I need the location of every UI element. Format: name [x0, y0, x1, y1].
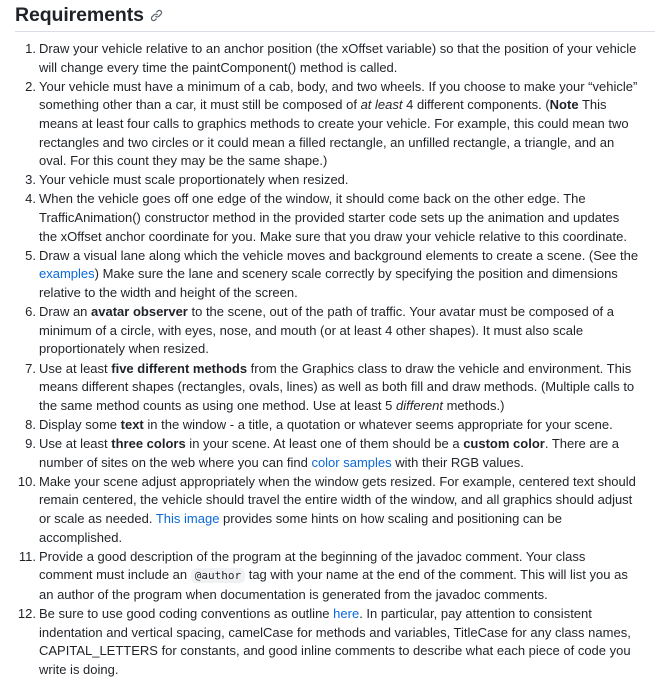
text-run: Your vehicle must scale proportionately when resized. — [39, 172, 349, 188]
requirement-number: 5. — [25, 247, 36, 263]
requirement-text — [39, 172, 349, 187]
text-run: . In particular, pay attention to consistent indentation and vertical spacing, camelCase for methods and variables, TitleCase for any class names, CAPITAL_LETTERS for constants, and good inline comments to describe what each piece of code you write is doing. — [39, 605, 631, 677]
requirement-number: 2. — [25, 78, 36, 94]
text-run: . There are a number of sites on the web where you can find — [39, 435, 620, 470]
text-run: Be sure to use good coding conventions as outline — [39, 605, 334, 621]
requirement-item — [0, 416, 640, 435]
requirement-item — [0, 605, 640, 680]
requirement-number: 3. — [25, 172, 36, 188]
link-icon[interactable] — [150, 9, 163, 22]
text-run: 4 different components. ( — [402, 97, 550, 113]
requirement-number: 4. — [25, 191, 36, 207]
requirement-text — [39, 41, 636, 75]
requirement-number: 7. — [25, 360, 36, 376]
requirement-number: 11. — [18, 548, 36, 564]
requirement-item — [0, 303, 640, 359]
text-run: Use at least — [39, 360, 112, 376]
requirement-item — [0, 40, 640, 77]
requirement-number: 1. — [25, 41, 36, 56]
requirement-text — [39, 606, 631, 677]
text-run: ) Make sure the lane and scenery scale correctly by specifying the position and dimensions relative to the width and height of the screen. — [39, 266, 618, 301]
requirement-text — [39, 474, 636, 545]
bold-text: five different methods — [111, 360, 248, 376]
requirement-item — [0, 171, 640, 190]
requirement-item — [0, 190, 640, 246]
requirement-text — [39, 436, 619, 470]
requirement-text — [39, 304, 614, 356]
bold-text: text — [120, 416, 144, 432]
heading-text: Requirements — [15, 4, 144, 26]
requirement-item — [0, 473, 640, 548]
requirement-text — [39, 191, 627, 243]
italic-text: at least — [360, 97, 403, 113]
text-run: When the vehicle goes off one edge of the window, it should come back on the other edge. The TrafficAnimation() constructor method in the provided starter code sets up the animation and updates the xOffset anchor coordinate for you. Make sure that you draw your vehicle relative to this coordinate. — [39, 191, 627, 244]
here-link[interactable]: here — [333, 605, 360, 621]
italic-text: different — [396, 397, 443, 413]
requirement-number: 8. — [25, 416, 36, 432]
requirement-item — [0, 360, 640, 416]
requirements-heading-section — [15, 2, 655, 32]
bold-text: avatar observer — [91, 304, 188, 320]
text-run: Use at least — [39, 435, 112, 451]
requirement-text — [39, 361, 634, 413]
this-image-link[interactable]: This image — [155, 510, 220, 526]
text-run: Your vehicle must have a minimum of a cab, body, and two wheels. If you choose to make your “vehicle” something other than a car, it must still be composed of — [39, 78, 638, 113]
requirement-number: 9. — [25, 435, 36, 451]
requirement-number: 12. — [17, 605, 36, 621]
requirement-text — [39, 79, 637, 169]
text-run: tag with your name at the end of the comment. This will list you as an author of the program when documentation is generated from the javadoc comments. — [39, 567, 628, 602]
requirement-text — [39, 248, 638, 300]
requirement-text — [39, 549, 628, 602]
text-run: Make your scene adjust appropriately when the window gets resized. For example, centered text should remain centered, the vehicle should travel the entire width of the window, and all graphics should adjust or scale as needed. — [39, 473, 636, 526]
requirement-text — [39, 417, 613, 432]
color-samples-link[interactable]: color samples — [311, 454, 392, 470]
text-run: to the scene, out of the path of traffic. Your avatar must be composed of a minimum of a circle, with eyes, nose, and mouth (or at least 4 other shapes). It must also scale proportionately when resized. — [39, 304, 615, 357]
requirements-list — [0, 40, 640, 680]
text-run: Draw your vehicle relative to an anchor position (the xOffset variable) so that the position of your vehicle will change every time the paintComponent() method is called. — [39, 41, 637, 75]
bold-text: three colors — [111, 435, 186, 451]
text-run: provides some hints on how scaling and positioning can be accomplished. — [39, 510, 562, 545]
examples-link[interactable]: examples — [39, 266, 95, 282]
requirement-item — [0, 548, 640, 605]
inline-code: @author — [191, 568, 245, 583]
text-run: Draw an — [39, 304, 92, 320]
requirement-number: 10. — [17, 473, 36, 489]
bold-text: custom color — [463, 435, 545, 451]
text-run: This means at least four calls to graphics methods to create your vehicle. For example, this could mean two rectangles and two circles or it could mean a filled rectangle, an unfilled rectangle, a triangle, and an oval. For this count they may be the same shape.) — [39, 97, 629, 169]
text-run: in the window - a title, a quotation or whatever seems appropriate for your scene. — [143, 416, 613, 432]
text-run: from the Graphics class to draw the vehicle and environment. This means different shapes (rectangles, ovals, lines) as well as both fill and draw methods. (Multiple calls to the same method counts as using one method. Use at least 5 — [39, 360, 635, 413]
text-run: Provide a good description of the program at the beginning of the javadoc comment. Your class comment must include an — [39, 548, 586, 583]
requirement-item — [0, 435, 640, 472]
page-title — [15, 2, 655, 28]
requirement-item — [0, 247, 640, 303]
bold-text: Note — [549, 97, 579, 113]
text-run: with their RGB values. — [391, 454, 524, 470]
text-run: in your scene. At least one of them should be a — [185, 435, 464, 451]
text-run: methods.) — [442, 397, 505, 413]
requirement-number: 6. — [25, 304, 36, 320]
requirement-item — [0, 78, 640, 171]
text-run: Draw a visual lane along which the vehicle moves and background elements to create a scene. (See the — [39, 247, 639, 263]
text-run: Display some — [39, 416, 121, 432]
